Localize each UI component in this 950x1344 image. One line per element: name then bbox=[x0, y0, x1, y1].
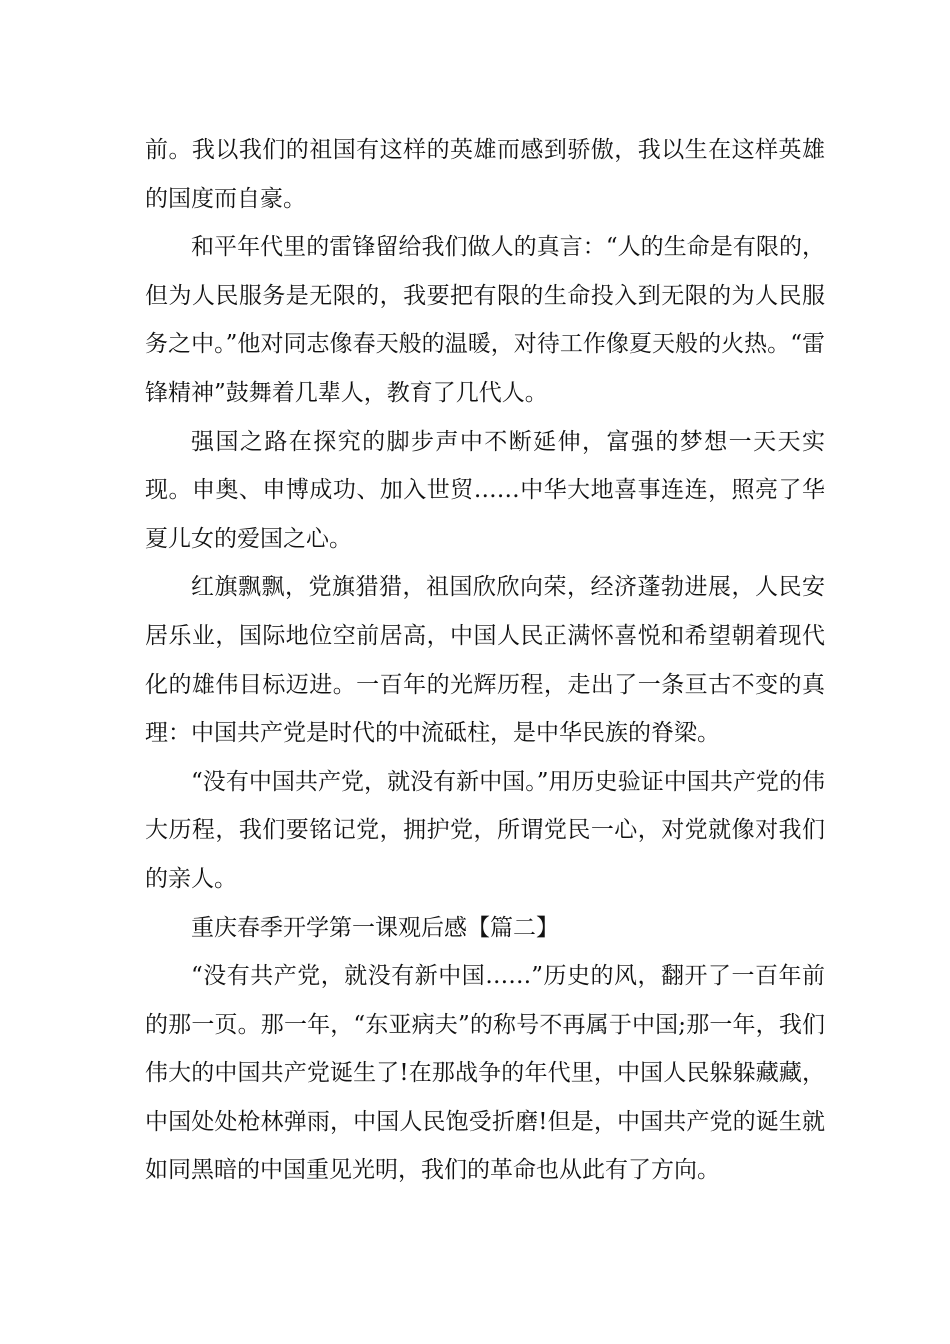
paragraph-strong-nation: 强国之路在探究的脚步声中不断延伸，富强的梦想一天天实现。申奥、申博成功、加入世贸……中华大地喜事连连，照亮了华夏儿女的爱国之心。 bbox=[145, 428, 825, 552]
section-heading: 重庆春季开学第一课观后感【篇二】 bbox=[191, 914, 559, 941]
paragraph-continued: 前。我以我们的祖国有这样的英雄而感到骄傲，我以生在这样英雄的国度而自豪。 bbox=[145, 137, 825, 212]
document-body bbox=[145, 126, 825, 1195]
paragraph-lei-feng: 和平年代里的雷锋留给我们做人的真言：“人的生命是有限的，但为人民服务是无限的，我要把有限的生命投入到无限的为人民服务之中。”他对同志像春天般的温暖，对待工作像夏天般的火热。“雷锋精神”鼓舞着几辈人，教育了几代人。 bbox=[145, 234, 825, 406]
paragraph-history: “没有共产党，就没有新中国……”历史的风，翻开了一百年前的那一页。那一年，“东亚病夫”的称号不再属于中国;那一年，我们伟大的中国共产党诞生了!在那战争的年代里，中国人民躲躲藏藏，中国处处枪林弹雨，中国人民饱受折磨!但是，中国共产党的诞生就如同黑暗的中国重见光明，我们的革命也从此有了方向。 bbox=[145, 963, 825, 1184]
paragraph-red-flag: 红旗飘飘，党旗猎猎，祖国欣欣向荣，经济蓬勃进展，人民安居乐业，国际地位空前居高，中国人民正满怀喜悦和希望朝着现代化的雄伟目标迈进。一百年的光辉历程，走出了一条亘古不变的真理：中国共产党是时代的中流砥柱，是中华民族的脊梁。 bbox=[145, 574, 825, 747]
paragraph-new-china: “没有中国共产党，就没有新中国。”用历史验证中国共产党的伟大历程，我们要铭记党，拥护党，所谓党民一心，对党就像对我们的亲人。 bbox=[145, 768, 825, 892]
